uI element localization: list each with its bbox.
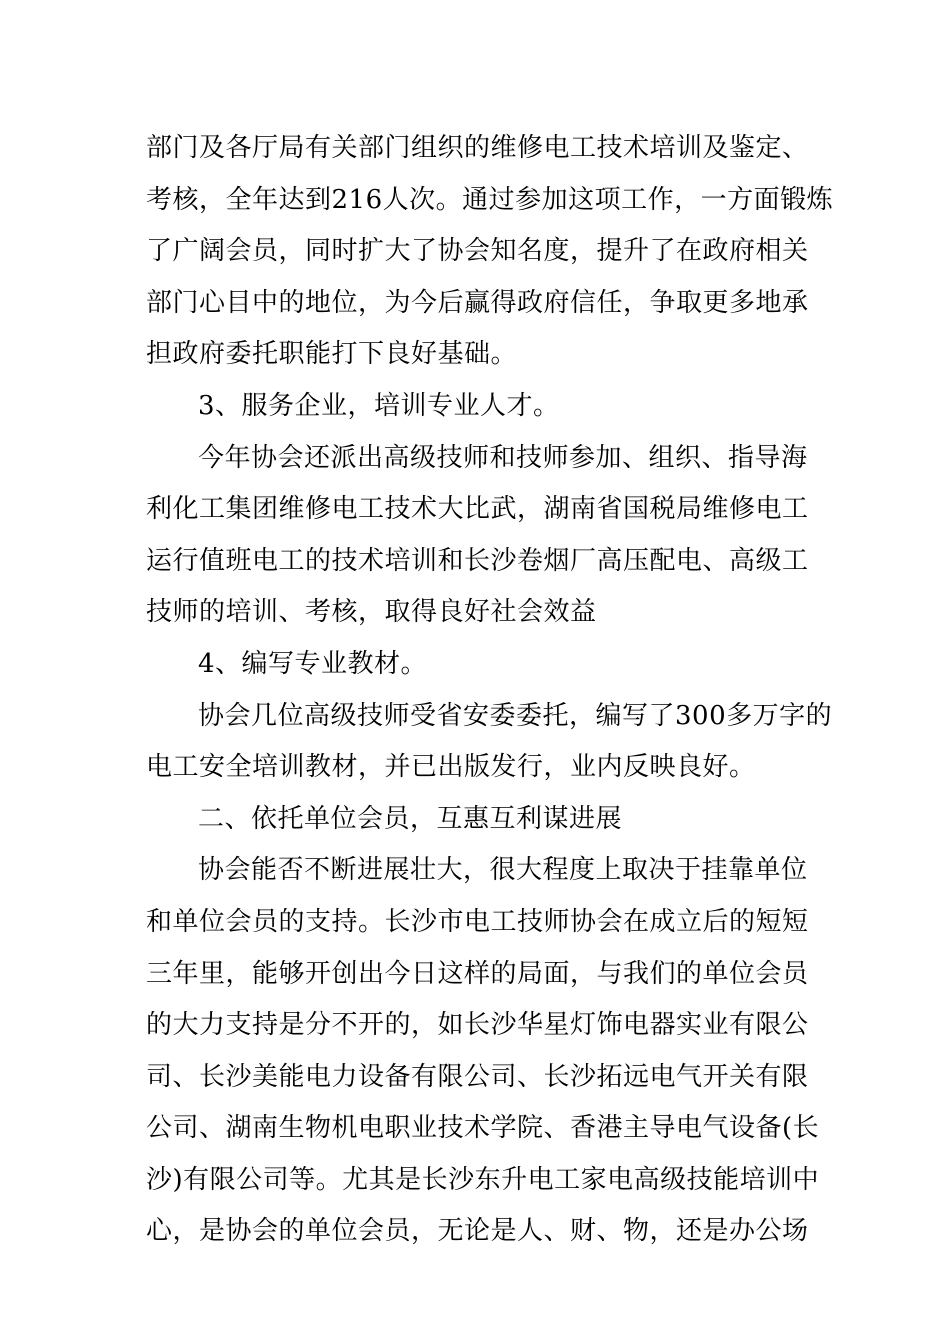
- text-line: 利化工集团维修电工技术大比武，湖南省国税局维修电工: [146, 494, 809, 525]
- text-line: 沙)有限公司等。尤其是长沙东升电工家电高级技能培训中: [146, 1164, 820, 1195]
- text-line: 电工安全培训教材，并已出版发行，业内反映良好。: [146, 752, 756, 783]
- text-line: 三年里，能够开创出今日这样的局面，与我们的单位会员: [146, 958, 809, 989]
- text-line: 了广阔会员，同时扩大了协会知名度，提升了在政府相关: [146, 236, 809, 267]
- text-line: 技师的培训、考核，取得良好社会效益: [146, 597, 597, 628]
- text-line: 部门及各厅局有关部门组织的维修电工技术培训及鉴定、: [146, 133, 809, 163]
- text-line: 部门心目中的地位，为今后赢得政府信任，争取更多地承: [146, 287, 809, 318]
- text-line: 心，是协会的单位会员，无论是人、财、物，还是办公场: [146, 1216, 809, 1247]
- text-line: 担政府委托职能打下良好基础。: [146, 339, 518, 370]
- text-line: 今年协会还派出高级技师和技师参加、组织、指导海: [198, 442, 808, 473]
- text-line: 司、长沙美能电力设备有限公司、长沙拓远电气开关有限: [146, 1061, 809, 1092]
- text-line: 考核，全年达到216人次。通过参加这项工作，一方面锻炼: [146, 184, 834, 215]
- text-line: 的大力支持是分不开的，如长沙华星灯饰电器实业有限公: [146, 1010, 809, 1041]
- text-line: 公司、湖南生物机电职业技术学院、香港主导电气设备(长: [146, 1113, 820, 1144]
- text-line: 协会能否不断进展壮大，很大程度上取决于挂靠单位: [198, 855, 808, 886]
- text-line: 运行值班电工的技术培训和长沙卷烟厂高压配电、高级工: [146, 545, 809, 576]
- text-line: 二、依托单位会员，互惠互利谋进展: [198, 803, 623, 834]
- document-body: [146, 123, 834, 1258]
- text-line: 4、编写专业教材。: [198, 648, 428, 679]
- text-line: 和单位会员的支持。长沙市电工技师协会在成立后的短短: [146, 906, 809, 937]
- text-line: 3、服务企业，培训专业人才。: [198, 390, 560, 421]
- text-line: 协会几位高级技师受省安委委托，编写了300多万字的: [198, 700, 833, 731]
